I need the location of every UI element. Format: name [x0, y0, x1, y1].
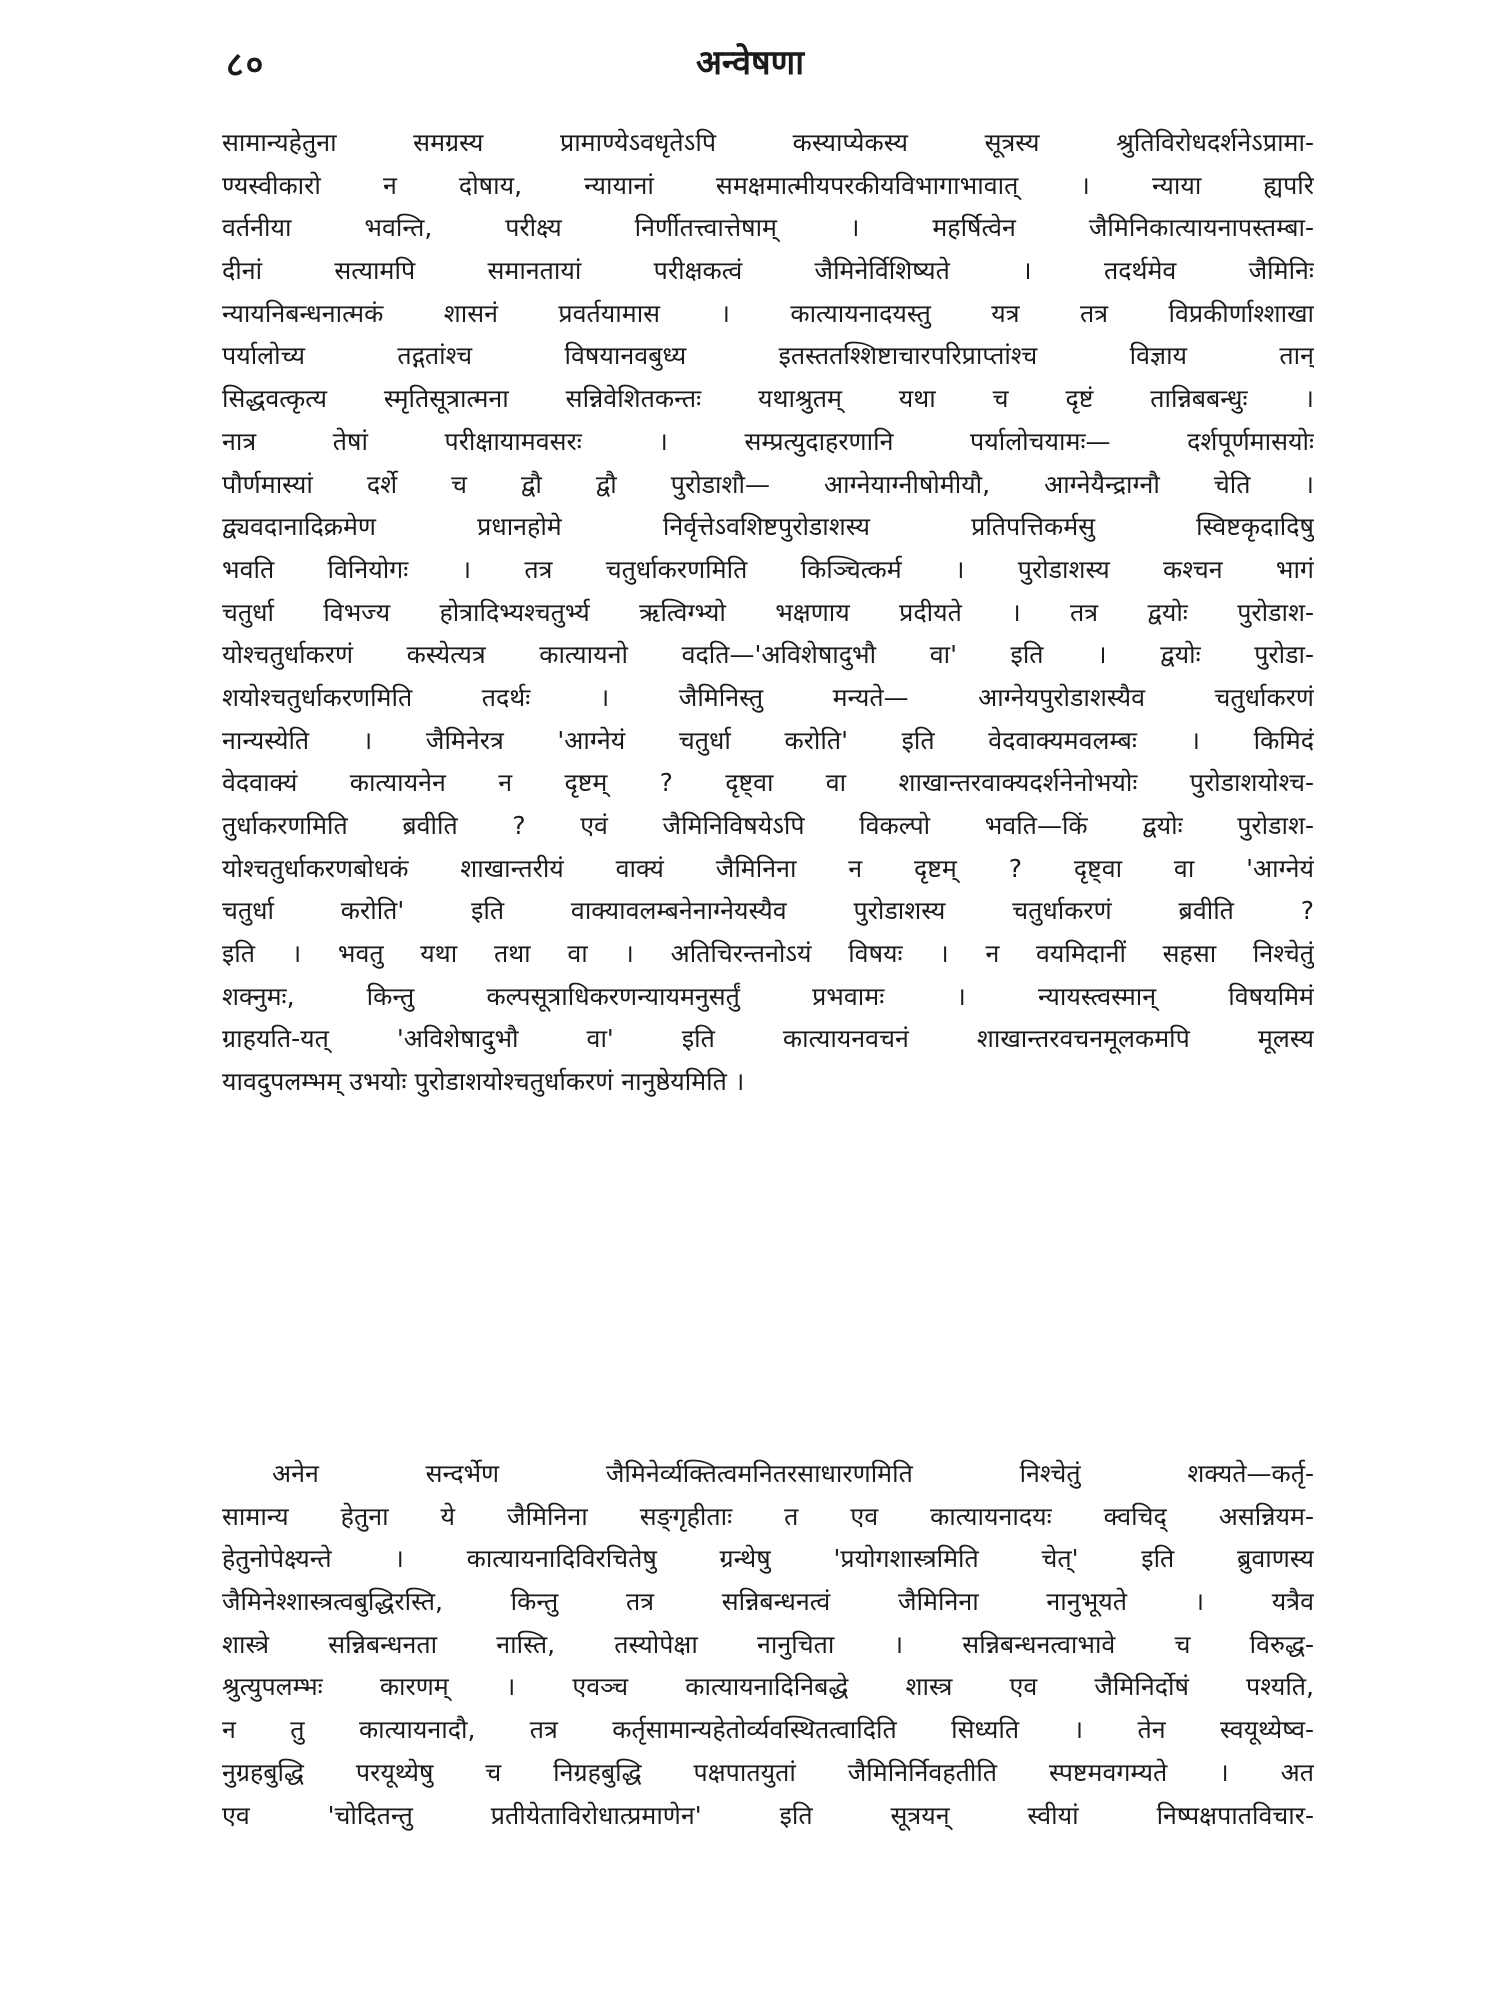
text-line: इति । भवतु यथा तथा वा । अतिचिरन्तनोऽयं विषयः । न वयमिदानीं सहसा निश्चेतुं: [222, 939, 1314, 969]
text-line: श्रुत्युपलम्भः कारणम् । एवञ्च कात्यायनादिनिबद्धे शास्त्र एव जैमिनिर्दोषं पश्यति,: [222, 1672, 1314, 1702]
text-line: न तु कात्यायनादौ, तत्र कर्तृसामान्यहेतोर्व्यवस्थितत्वादिति सिध्यति । तेन स्वयूथ्येष्व-: [222, 1715, 1314, 1745]
text-line: नुग्रहबुद्धि परयूथ्येषु च निग्रहबुद्धि पक्षपातयुतां जैमिनिर्निवहतीति स्पष्टमवगम्यते । अत: [222, 1757, 1314, 1787]
text-line: शयोश्चतुर्धाकरणमिति तदर्थः । जैमिनिस्तु मन्यते— आग्नेयपुरोडाशस्यैव चतुर्धाकरणं: [222, 682, 1314, 712]
text-line: न्यायनिबन्धनात्मकं शासनं प्रवर्तयामास । कात्यायनादयस्तु यत्र तत्र विप्रकीर्णाश्शाखा: [222, 298, 1314, 328]
text-line: एव 'चोदितन्तु प्रतीयेताविरोधात्प्रमाणेन' इति सूत्रयन् स्वीयां निष्पक्षपातविचार-: [222, 1800, 1314, 1830]
text-line: नान्यस्येति । जैमिनेरत्र 'आग्नेयं चतुर्धा करोति' इति वेदवाक्यमवलम्बः । किमिदं: [222, 725, 1314, 755]
text-line: पौर्णमास्यां दर्शे च द्वौ द्वौ पुरोडाशौ— आग्नेयाग्नीषोमीयौ, आग्नेयैन्द्राग्नौ चेति ।: [222, 469, 1314, 499]
text-line: अनेन सन्दर्भेण जैमिनेर्व्यक्तित्वमनितरसाधारणमिति निश्चेतुं शक्यते—कर्तृ-: [272, 1459, 1314, 1488]
text-line: तुर्धाकरणमिति ब्रवीति ? एवं जैमिनिविषयेऽपि विकल्पो भवति—किं द्वयोः पुरोडाश-: [222, 811, 1314, 840]
paragraph-2: [222, 1453, 1314, 1837]
text-line: ग्राहयति-यत् 'अविशेषादुभौ वा' इति कात्यायनवचनं शाखान्तरवचनमूलकमपि मूलस्य: [222, 1024, 1314, 1054]
text-line: भवति विनियोगः । तत्र चतुर्धाकरणमिति किञ्चित्कर्म । पुरोडाशस्य कश्चन भागं: [222, 554, 1314, 584]
text-line: शक्नुमः, किन्तु कल्पसूत्राधिकरणन्यायमनुसर्तुं प्रभवामः । न्यायस्त्वस्मान् विषयमिमं: [222, 981, 1314, 1011]
text-line: यावदुपलम्भम् उभयोः पुरोडाशयोश्चतुर्धाकरणं नानुष्ठेयमिति ।: [222, 1067, 745, 1097]
text-line: योश्चतुर्धाकरणबोधकं शाखान्तरीयं वाक्यं जैमिनिना न दृष्टम् ? दृष्ट्वा वा 'आग्नेयं: [222, 853, 1314, 883]
text-line: चतुर्धा विभज्य होत्रादिभ्यश्चतुर्भ्य ऋत्विग्भ्यो भक्षणाय प्रदीयते । तत्र द्वयोः पुरोडाश-: [222, 597, 1314, 627]
text-line: सिद्धवत्कृत्य स्मृतिसूत्रात्मना सन्निवेशितकन्तः यथाश्रुतम् यथा च दृष्टं तान्निबबन्धुः ।: [222, 384, 1314, 414]
text-line: सामान्य हेतुना ये जैमिनिना सङ्गृहीताः त एव कात्यायनादयः क्वचिद् असन्नियम-: [222, 1501, 1314, 1531]
text-line: दीनां सत्यामपि समानतायां परीक्षकत्वं जैमिनेर्विशिष्यते । तदर्थमेव जैमिनिः: [222, 256, 1314, 286]
text-line: ण्यस्वीकारो न दोषाय, न्यायानां समक्षमात्मीयपरकीयविभागाभावात् । न्याया ह्यपरि: [222, 170, 1314, 200]
text-line: सामान्यहेतुना समग्रस्य प्रामाण्येऽवधृतेऽपि कस्याप्येकस्य सूत्रस्य श्रुतिविरोधदर्शनेऽप्रामा-: [222, 128, 1314, 157]
text-line: द्व्यवदानादिक्रमेण प्रधानहोमे निर्वृत्तेऽवशिष्टपुरोडाशस्य प्रतिपत्तिकर्मसु स्विष्टकृदादिषु: [222, 512, 1314, 542]
text-line: हेतुनोपेक्ष्यन्ते । कात्यायनादिविरचितेषु ग्रन्थेषु 'प्रयोगशास्त्रमिति चेत्' इति ब्रुवाणस्य: [222, 1544, 1314, 1574]
text-line: चतुर्धा करोति' इति वाक्यावलम्बनेनाग्नेयस्यैव पुरोडाशस्य चतुर्धाकरणं ब्रवीति ?: [222, 896, 1314, 926]
text-line: पर्यालोच्य तद्गतांश्च विषयानवबुध्य इतस्ततश्शिष्टाचारपरिप्राप्तांश्च विज्ञाय तान्: [222, 341, 1314, 371]
text-line: नात्र तेषां परीक्षायामवसरः । सम्प्रत्युदाहरणानि पर्यालोचयामः— दर्शपूर्णमासयोः: [222, 426, 1314, 456]
text-line: वर्तनीया भवन्ति, परीक्ष्य निर्णीतत्त्वात्तेषाम् । महर्षित्वेन जैमिनिकात्यायनापस्तम्बा-: [222, 213, 1314, 243]
text-line: योश्चतुर्धाकरणं कस्येत्यत्र कात्यायनो वदति—'अविशेषादुभौ वा' इति । द्वयोः पुरोडा-: [222, 640, 1314, 670]
text-line: शास्त्रे सन्निबन्धनता नास्ति, तस्योपेक्षा नानुचिता । सन्निबन्धनत्वाभावे च विरुद्ध-: [222, 1629, 1314, 1659]
text-line: जैमिनेश्शास्त्रत्वबुद्धिरस्ति, किन्तु तत्र सन्निबन्धनत्वं जैमिनिना नानुभूयते । यत्रैव: [222, 1587, 1314, 1617]
paragraph-1: [222, 122, 1314, 1104]
page-number: ८०: [226, 45, 266, 85]
running-title: अन्वेषणा: [695, 43, 805, 83]
text-line: वेदवाक्यं कात्यायनेन न दृष्टम् ? दृष्ट्वा वा शाखान्तरवाक्यदर्शनेनोभयोः पुरोडाशयोश्च-: [222, 768, 1314, 798]
